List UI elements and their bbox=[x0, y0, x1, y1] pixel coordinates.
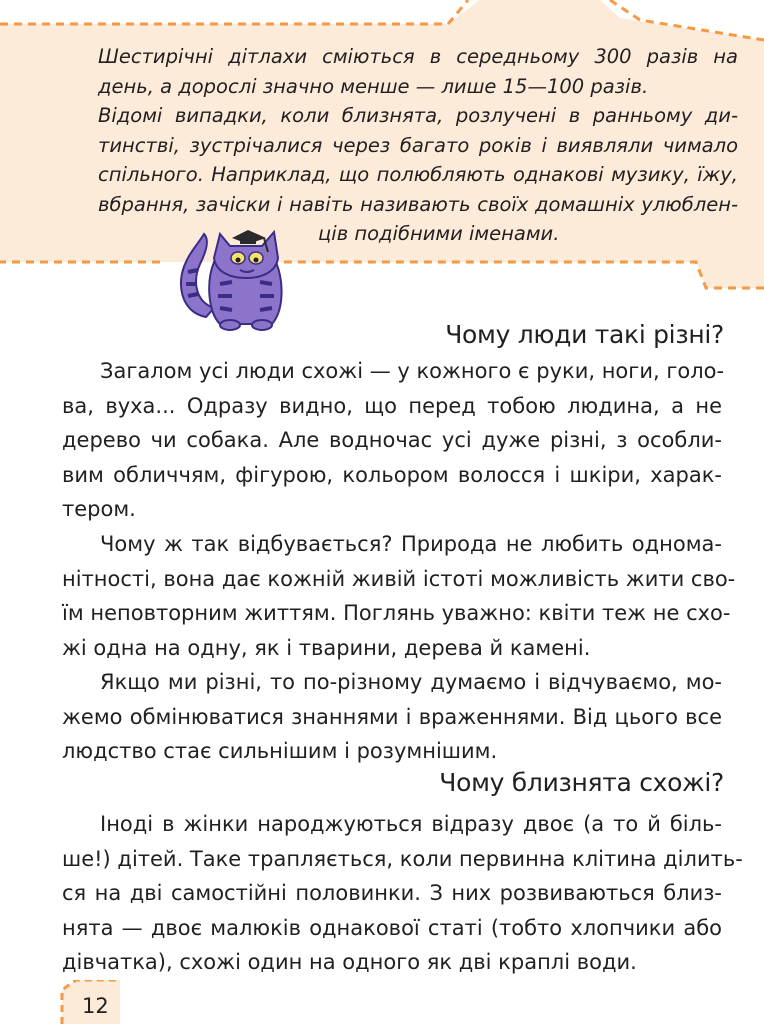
text-line: дерево чи собака. Але водночас усі дуже різні, з особли- bbox=[62, 428, 722, 452]
text-line: Загалом усі люди схожі — у кожного є руки, ноги, голо- bbox=[100, 359, 725, 383]
page-number: 12 bbox=[82, 994, 109, 1018]
text-line: жемо обмінюватися знаннями і враженнями. Від цього все bbox=[62, 704, 722, 729]
text-line: нітності, вона дає кожній живій істоті можливість жити сво- bbox=[62, 566, 736, 591]
section-heading-why-twins-alike: Чому близнята схожі? bbox=[439, 768, 724, 797]
text-line: жі одна на одну, як і тварини, дерева й камені. bbox=[62, 635, 591, 660]
text-line: вим обличчям, фігурою, кольором волосся і шкіри, харак- bbox=[62, 462, 722, 487]
section1-paragraph-1 bbox=[62, 354, 725, 527]
text-line: ва, вуха... Одразу видно, що перед тобою людина, а не bbox=[62, 393, 722, 418]
text-line: тером. bbox=[62, 497, 136, 521]
cat-with-graduation-cap-icon bbox=[176, 222, 296, 332]
fact-line: вбрання, зачіски і навіть називають своїх домашніх улюблен- bbox=[98, 192, 738, 216]
fact-line: ців подібними іменами. bbox=[318, 222, 560, 245]
fact-line: тинстві, зустрічалися через багато років і виявляли чимало bbox=[98, 133, 738, 157]
text-line: Якщо ми різні, то по-різному думаємо і відчуваємо, мо- bbox=[100, 670, 722, 694]
fact-line: спільного. Наприклад, що полюбляють однакові музику, їжу, bbox=[98, 163, 738, 186]
text-line: ше!) дітей. Таке трапляється, коли первинна клітина ділить- bbox=[62, 846, 743, 871]
fact-line: Шестирічні дітлахи сміються в середньому 300 разів на bbox=[98, 45, 738, 68]
section1-paragraph-3 bbox=[62, 665, 722, 769]
fact-line: Відомі випадки, коли близнята, розлучені в ранньому ди- bbox=[98, 104, 738, 127]
fact-box-text bbox=[98, 42, 738, 249]
text-line: Іноді в жінки народжуються відразу двоє (а то й біль- bbox=[100, 812, 722, 836]
text-line: нята — двоє малюків однакової статі (тобто хлопчики або bbox=[62, 915, 722, 940]
text-line: дівчатка), схожі один на одного як дві краплі води. bbox=[62, 950, 637, 974]
text-line: людство стає сильнішим і розумнішим. bbox=[62, 739, 498, 763]
section-heading-why-people-different: Чому люди такі різні? bbox=[445, 320, 724, 349]
text-line: ся на дві самостійні половинки. З них розвиваються близ- bbox=[62, 881, 722, 905]
text-line: Чому ж так відбувається? Природа не любить однома- bbox=[100, 532, 722, 556]
section1-paragraph-2 bbox=[62, 527, 736, 665]
section2-paragraph-1 bbox=[62, 807, 743, 980]
text-line: їм неповторним життям. Поглянь уважно: квіти теж не схо- bbox=[62, 601, 731, 625]
fact-line: день, а дорослі значно менше — лише 15—100 разів. bbox=[98, 74, 649, 98]
